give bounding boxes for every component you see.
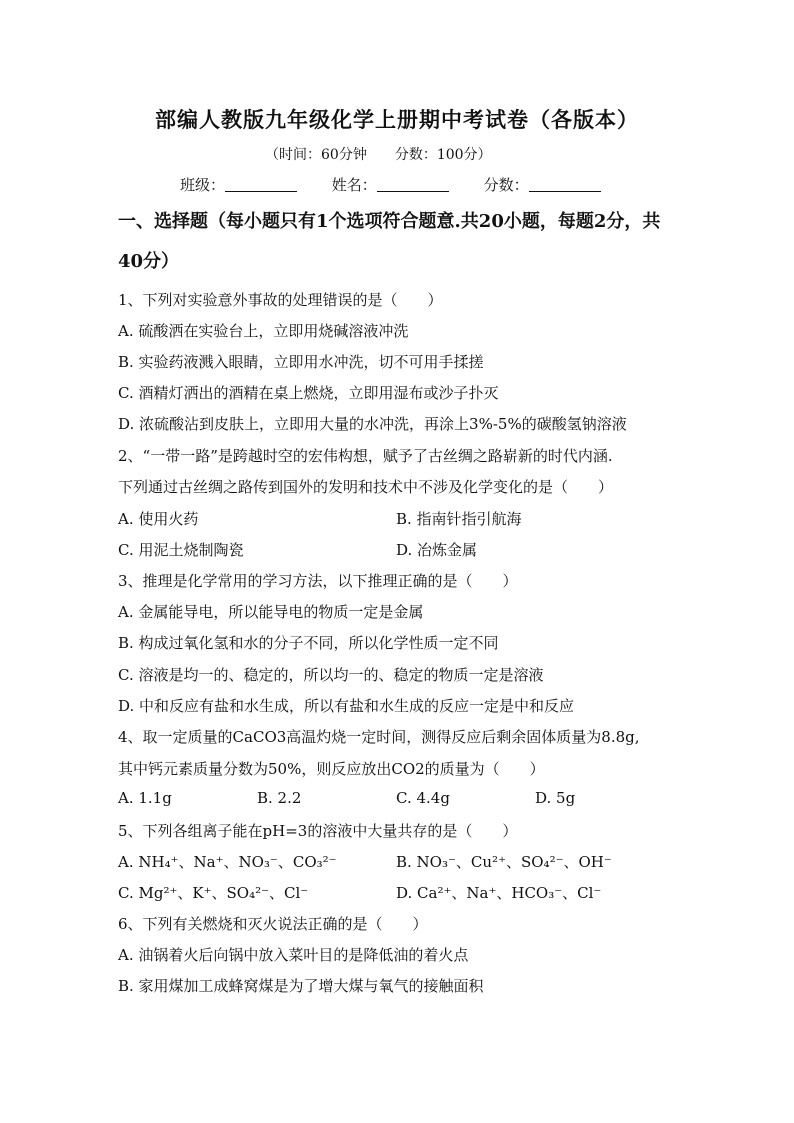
question-3-stem: 3、推理是化学常用的学习方法，以下推理正确的是（ ） — [118, 572, 518, 590]
question-4-option-b[interactable]: B. 2.2 — [257, 789, 302, 807]
question-5-option-d[interactable]: D. Ca²⁺、Na⁺、HCO₃⁻、Cl⁻ — [396, 884, 602, 902]
question-6-stem: 6、下列有关燃烧和灭火说法正确的是（ ） — [118, 915, 428, 933]
score-label: 分数： — [483, 176, 529, 194]
name-field[interactable] — [332, 174, 449, 195]
class-blank[interactable] — [225, 177, 297, 192]
question-2-option-a[interactable]: A. 使用火药 — [118, 510, 199, 528]
section-heading — [118, 202, 688, 282]
section-heading-line2: 40分） — [118, 251, 180, 272]
question-5-stem: 5、下列各组离子能在pH=3的溶液中大量共存的是（ ） — [118, 822, 518, 840]
question-2-option-c[interactable]: C. 用泥土烧制陶瓷 — [118, 541, 244, 559]
question-1-option-a[interactable]: A. 硫酸洒在实验台上，立即用烧碱溶液冲洗 — [118, 322, 409, 340]
name-label: 姓名： — [331, 176, 377, 194]
question-5-option-a[interactable]: A. NH₄⁺、Na⁺、NO₃⁻、CO₃²⁻ — [118, 853, 337, 871]
question-3-option-b[interactable]: B. 构成过氧化氢和水的分子不同，所以化学性质一定不同 — [118, 634, 499, 652]
question-4-stem-line1: 4、取一定质量的CaCO3高温灼烧一定时间，测得反应后剩余固体质量为8.8g, — [118, 728, 640, 746]
question-2-stem-line2: 下列通过古丝绸之路传到国外的发明和技术中不涉及化学变化的是（ ） — [118, 478, 614, 496]
exam-title: 部编人教版九年级化学上册期中考试卷（各版本） — [155, 107, 639, 132]
student-info-row — [180, 174, 631, 195]
question-4-option-d[interactable]: D. 5g — [535, 789, 576, 807]
question-3-option-d[interactable]: D. 中和反应有盐和水生成，所以有盐和水生成的反应一定是中和反应 — [118, 697, 575, 715]
question-4-option-a[interactable]: A. 1.1g — [118, 789, 172, 807]
question-1-stem: 1、下列对实验意外事故的处理错误的是（ ） — [118, 291, 443, 309]
question-6-option-b[interactable]: B. 家用煤加工成蜂窝煤是为了增大煤与氧气的接触面积 — [118, 977, 484, 995]
question-2-option-d[interactable]: D. 冶炼金属 — [396, 541, 478, 559]
score-field[interactable] — [484, 174, 601, 195]
question-1-option-c[interactable]: C. 酒精灯洒出的酒精在桌上燃烧，立即用湿布或沙子扑灭 — [118, 384, 499, 402]
name-blank[interactable] — [377, 177, 449, 192]
question-3-option-c[interactable]: C. 溶液是均一的、稳定的，所以均一的、稳定的物质一定是溶液 — [118, 666, 544, 684]
section-heading-line1: 一、选择题（每小题只有1个选项符合题意.共20小题，每题2分，共 — [118, 211, 661, 232]
question-4-option-c[interactable]: C. 4.4g — [396, 789, 450, 807]
question-5-option-b[interactable]: B. NO₃⁻、Cu²⁺、SO₄²⁻、OH⁻ — [396, 853, 612, 871]
exam-meta — [265, 144, 520, 164]
question-1-option-b[interactable]: B. 实验药液溅入眼睛，立即用水冲洗，切不可用手揉搓 — [118, 353, 484, 371]
class-label: 班级： — [180, 176, 226, 194]
question-3-option-a[interactable]: A. 金属能导电，所以能导电的物质一定是金属 — [118, 603, 424, 621]
question-5-option-c[interactable]: C. Mg²⁺、K⁺、SO₄²⁻、Cl⁻ — [118, 884, 309, 902]
question-2-stem-line1: 2、“一带一路”是跨越时空的宏伟构想，赋予了古丝绸之路崭新的时代内涵. — [118, 447, 613, 465]
exam-time: （时间：60分钟 — [265, 147, 367, 163]
question-6-option-a[interactable]: A. 油锅着火后向锅中放入菜叶目的是降低油的着火点 — [118, 946, 469, 964]
question-1-option-d[interactable]: D. 浓硫酸沾到皮肤上，立即用大量的水冲洗，再涂上3%-5%的碳酸氢钠溶液 — [118, 415, 627, 433]
question-4-stem-line2: 其中钙元素质量分数为50%，则反应放出CO2的质量为（ ） — [118, 760, 545, 778]
exam-score: 分数：100分） — [394, 147, 492, 163]
score-blank[interactable] — [529, 177, 601, 192]
class-field[interactable] — [180, 174, 297, 195]
question-2-option-b[interactable]: B. 指南针指引航海 — [396, 510, 522, 528]
